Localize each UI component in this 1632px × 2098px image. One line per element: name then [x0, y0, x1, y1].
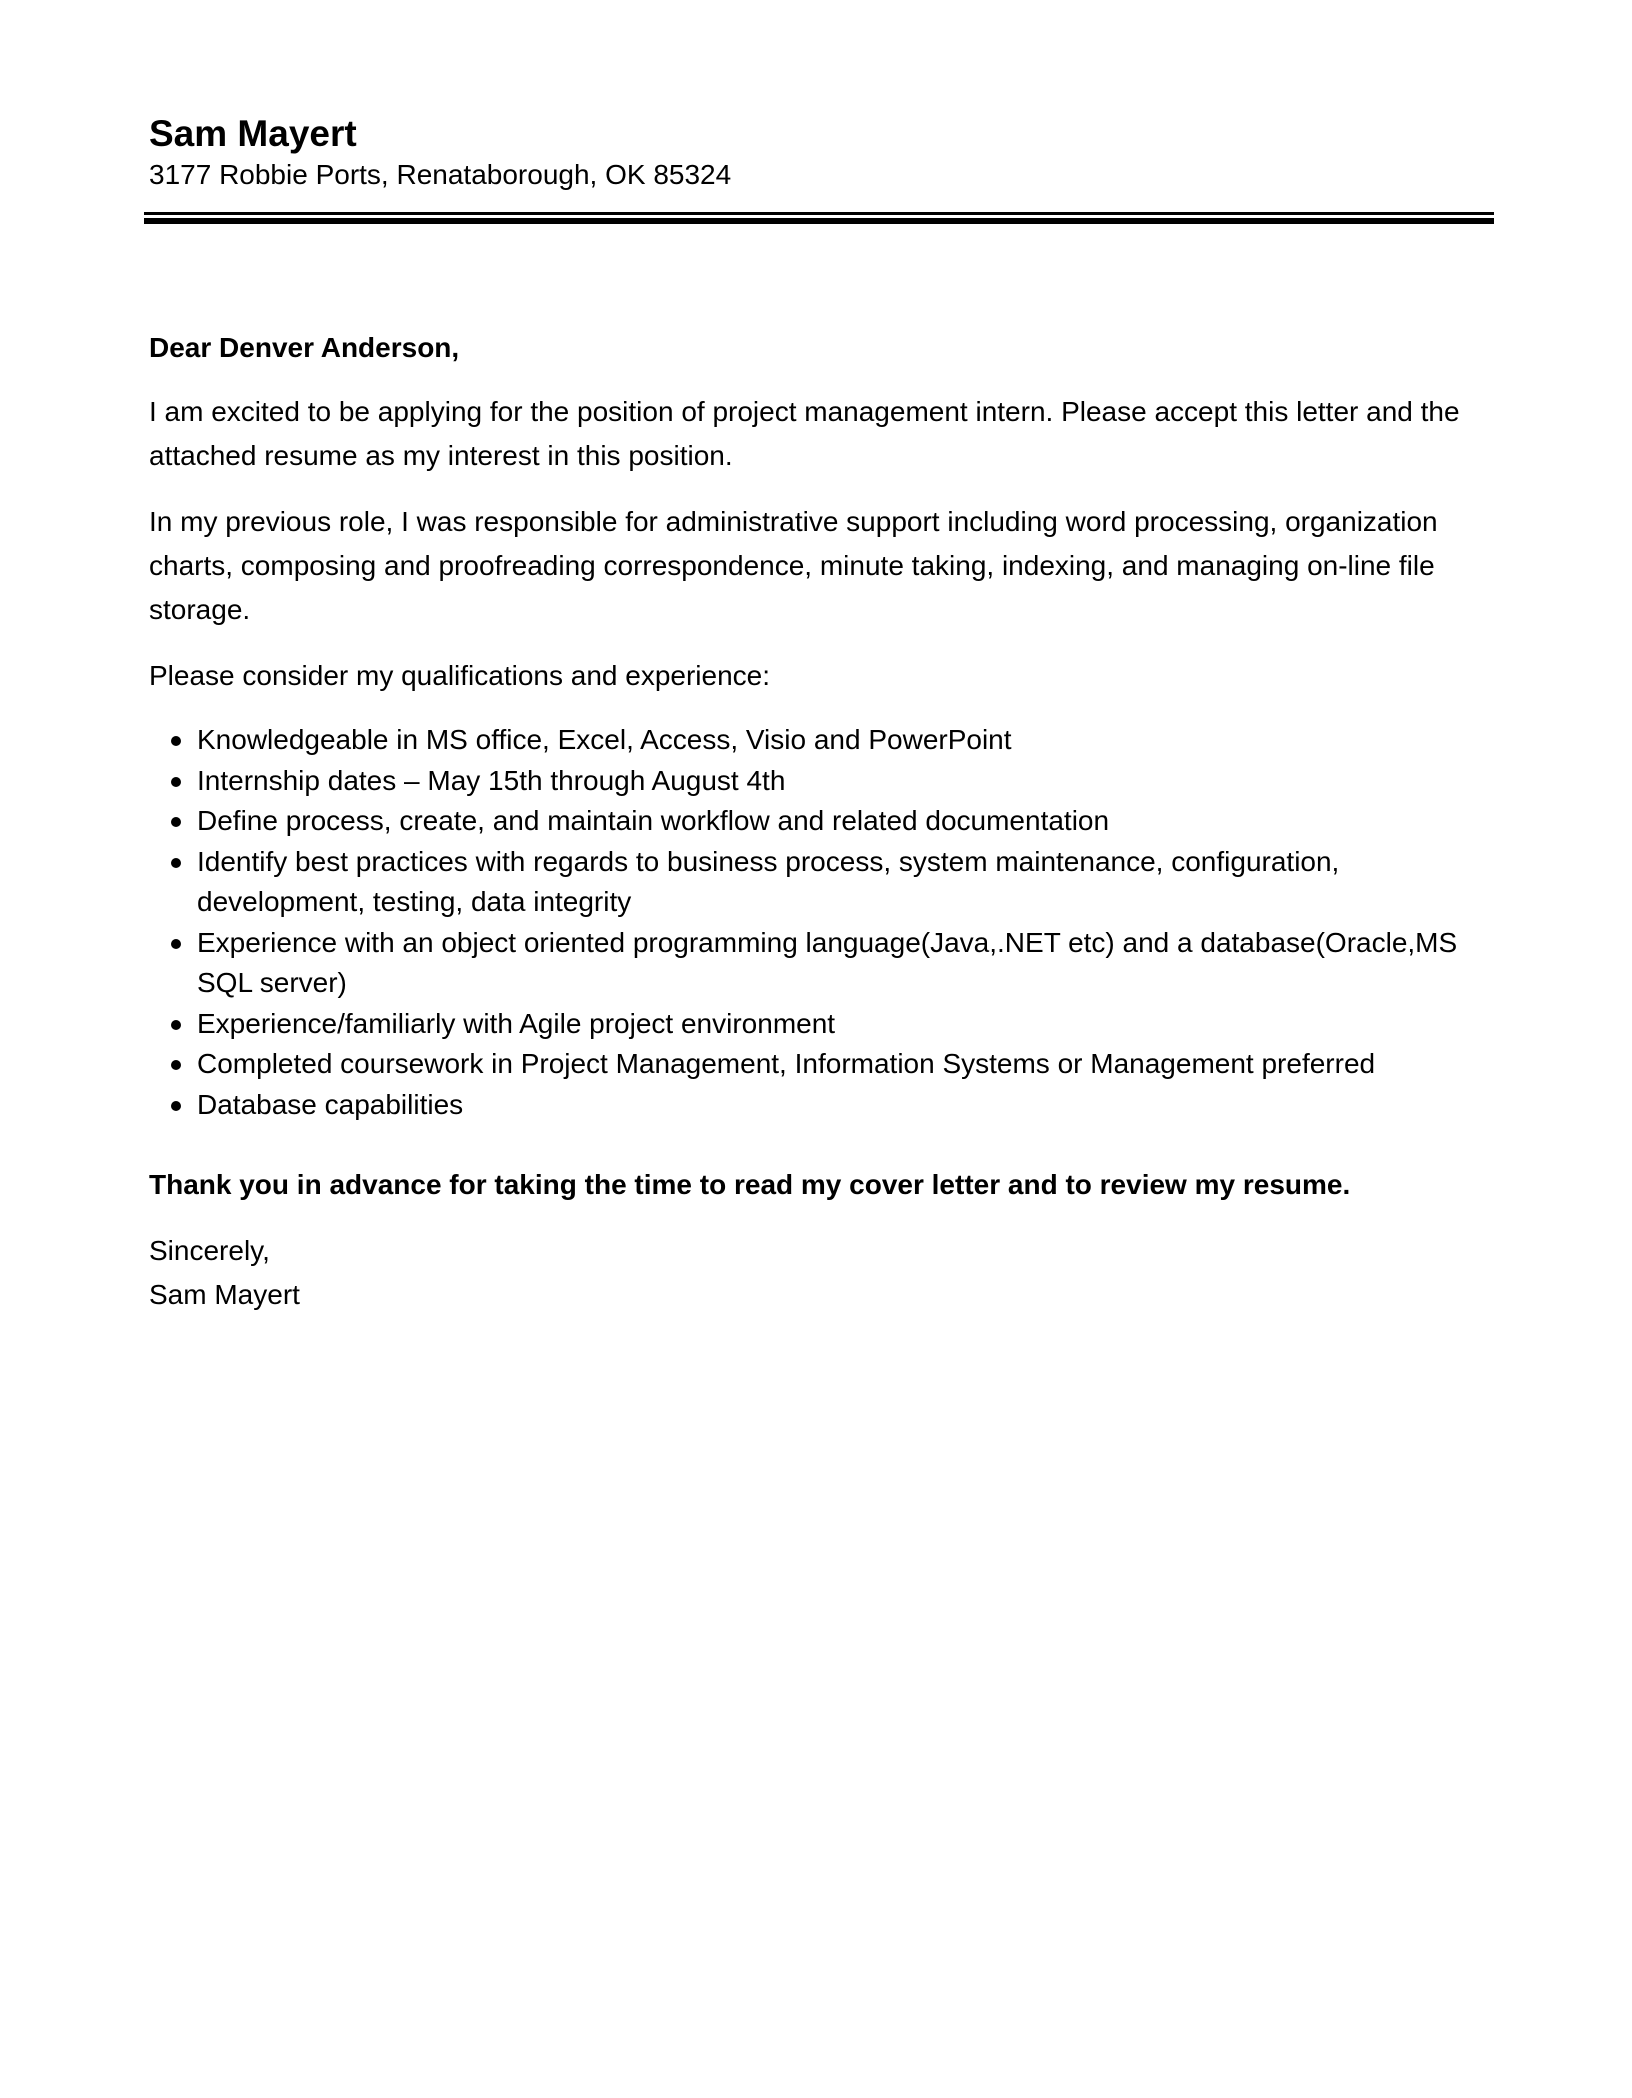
list-item-text: Experience with an object oriented programming language(Java,.NET etc) and a database(Oracle,MS SQL server)	[197, 926, 1458, 998]
salutation: Dear Denver Anderson,	[149, 332, 460, 363]
list-item-text: Identify best practices with regards to business process, system maintenance, configuration, development, testing, data integrity	[197, 845, 1340, 917]
bullet-icon	[171, 939, 181, 949]
list-item-text: Knowledgeable in MS office, Excel, Access, Visio and PowerPoint	[197, 724, 1012, 755]
list-item	[149, 842, 1489, 923]
list-item	[149, 923, 1489, 1004]
list-item-text: Database capabilities	[197, 1088, 464, 1120]
list-item	[149, 761, 1489, 802]
qualifications-intro: Please consider my qualifications and experience:	[149, 660, 771, 691]
bullet-icon	[171, 1060, 181, 1070]
list-item	[149, 1085, 1489, 1126]
list-item-text: Completed coursework in Project Management, Information Systems or Management preferred	[197, 1048, 1376, 1079]
list-item	[149, 1004, 1489, 1045]
list-item-text: Experience/familiarly with Agile project environment	[197, 1007, 836, 1039]
experience-paragraph: In my previous role, I was responsible for administrative support including word processing, organization charts, composing and proofreading correspondence, minute taking, indexing, and managing on-line file storage.	[149, 506, 1438, 625]
bullet-icon	[171, 1020, 181, 1030]
sender-address: 3177 Robbie Ports, Renataborough, OK 85324	[149, 159, 732, 190]
list-item-text: Define process, create, and maintain workflow and related documentation	[197, 805, 1110, 836]
signature-name: Sam Mayert	[149, 1279, 300, 1310]
header-divider	[144, 212, 1494, 224]
sender-name: Sam Mayert	[149, 113, 357, 154]
header-divider-thick-line	[144, 218, 1494, 224]
list-item	[149, 720, 1489, 761]
list-item	[149, 1044, 1489, 1085]
intro-paragraph: I am excited to be applying for the position of project management intern. Please accept this letter and the attached resume as my interest in this position.	[149, 396, 1460, 471]
bullet-icon	[171, 736, 181, 746]
bullet-icon	[171, 817, 181, 827]
qualifications-list	[149, 720, 1489, 1125]
bullet-icon	[171, 777, 181, 787]
thank-you-line: Thank you in advance for taking the time to read my cover letter and to review my resume.	[149, 1169, 1351, 1200]
list-item-text: Internship dates – May 15th through August 4th	[197, 764, 786, 796]
bullet-icon	[171, 1101, 181, 1111]
closing-phrase: Sincerely,	[149, 1235, 270, 1266]
letter-content	[149, 112, 1489, 1317]
list-item	[149, 801, 1489, 842]
bullet-icon	[171, 858, 181, 868]
